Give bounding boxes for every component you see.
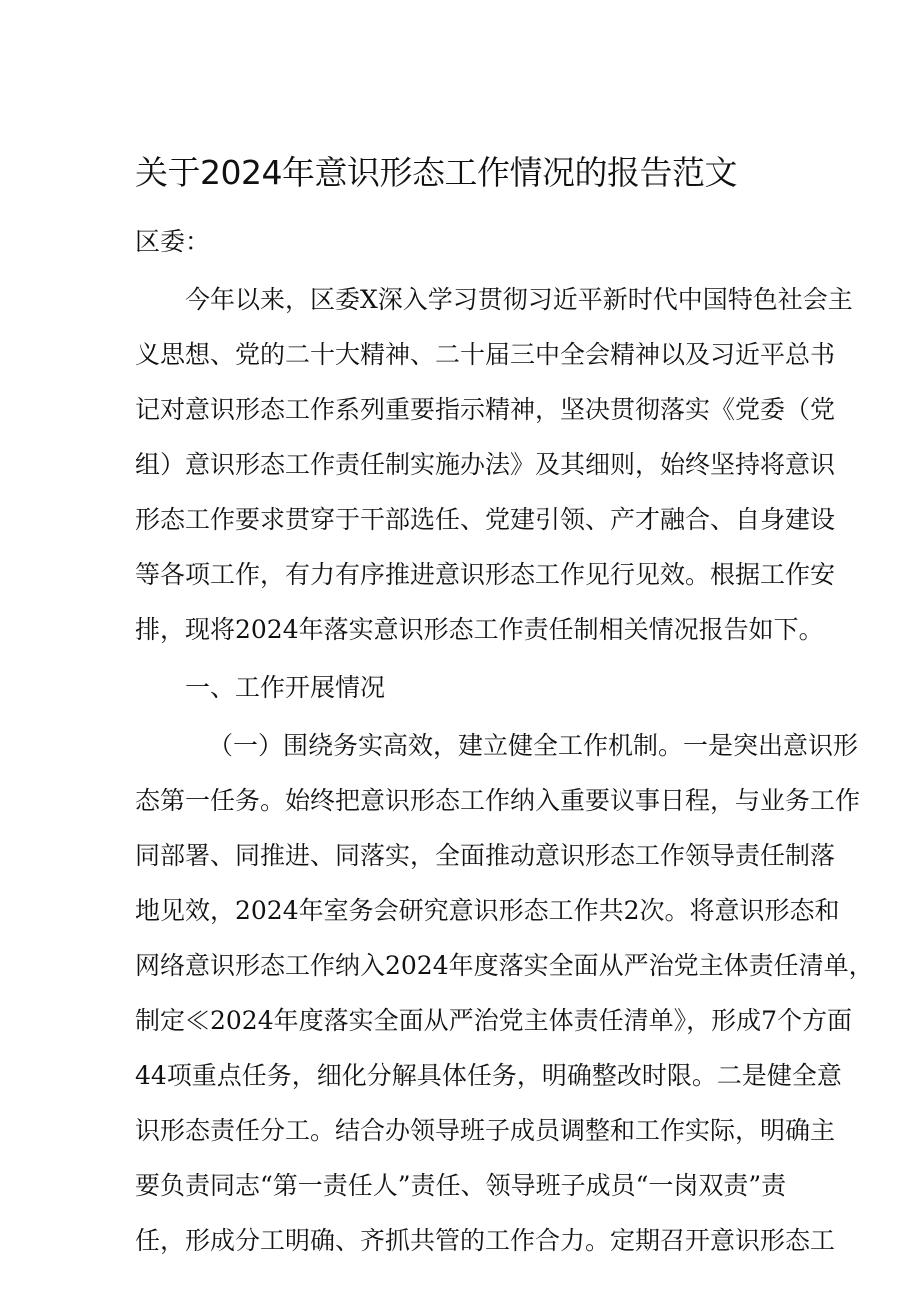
paragraph-line: 地见效，2024年室务会研究意识形态工作共2次。将意识形态和 <box>135 896 840 925</box>
paragraph-line: 要负责同志“第一责任人”责任、领导班子成员“一岗双责”责 <box>135 1171 787 1200</box>
paragraph-line: 义思想、党的二十大精神、二十届三中全会精神以及习近平总书 <box>135 340 836 369</box>
paragraph-line: 今年以来，区委X深入学习贯彻习近平新时代中国特色社会主 <box>185 285 853 314</box>
paragraph-line: 记对意识形态工作系列重要指示精神，坚决贯彻落实《党委（党 <box>135 395 836 424</box>
paragraph-line: 态第一任务。始终把意识形态工作纳入重要议事日程，与业务工作 <box>135 786 861 815</box>
paragraph-line: 组）意识形态工作责任制实施办法》及其细则，始终坚持将意识 <box>135 450 836 479</box>
paragraph-line: 制定≪2024年度落实全面从严治党主体责任清单》，形成7个方面 <box>135 1006 853 1035</box>
document-title: 关于2024年意识形态工作情况的报告范文 <box>135 153 737 192</box>
salutation: 区委： <box>135 227 211 256</box>
paragraph-line: 识形态责任分工。结合办领导班子成员调整和工作实际，明确主 <box>135 1116 836 1145</box>
paragraph-line: 等各项工作，有力有序推进意识形态工作见行见效。根据工作安 <box>135 560 836 589</box>
paragraph-line: 排，现将2024年落实意识形态工作责任制相关情况报告如下。 <box>135 615 824 644</box>
paragraph-line: 网络意识形态工作纳入2024年度落实全面从严治党主体责任清单， <box>135 951 874 980</box>
paragraph-line: 任，形成分工明确、齐抓共管的工作合力。定期召开意识形态工 <box>135 1226 836 1255</box>
paragraph-line: 44项重点任务，细化分解具体任务，明确整改时限。二是健全意 <box>135 1061 842 1090</box>
section-heading: 一、工作开展情况 <box>185 673 386 702</box>
paragraph-line: 同部署、同推进、同落实，全面推动意识形态工作领导责任制落 <box>135 841 836 870</box>
paragraph-line: 形态工作要求贯穿于干部选任、党建引领、产才融合、自身建设 <box>135 505 836 534</box>
paragraph-line: （一）围绕务实高效，建立健全工作机制。一是突出意识形 <box>208 731 859 760</box>
